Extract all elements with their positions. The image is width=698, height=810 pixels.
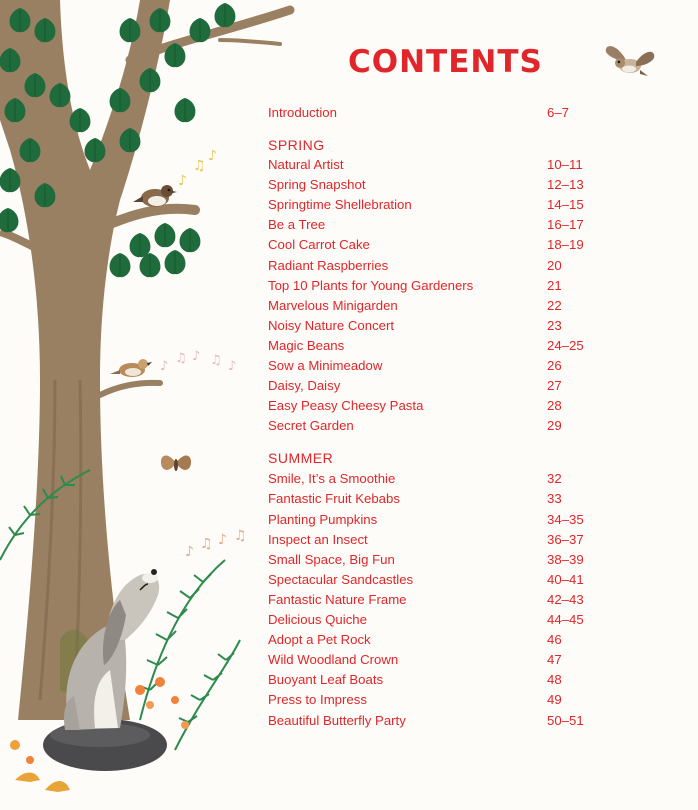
entry-pages: 24–25 — [547, 338, 584, 353]
entry-pages: 22 — [547, 298, 562, 313]
toc-entry[interactable] — [268, 552, 598, 572]
page-title: CONTENTS — [348, 44, 543, 80]
entry-pages: 23 — [547, 318, 562, 333]
entry-title: Fantastic Nature Frame — [268, 592, 407, 607]
entry-pages: 40–41 — [547, 572, 584, 587]
entry-title: Natural Artist — [268, 157, 344, 172]
toc-entry[interactable] — [268, 258, 598, 278]
entry-pages: 12–13 — [547, 177, 584, 192]
toc-entry[interactable] — [268, 572, 598, 592]
toc-entry[interactable] — [268, 197, 598, 217]
toc-entry[interactable] — [268, 672, 598, 692]
moth — [161, 455, 191, 471]
entry-pages: 47 — [547, 652, 562, 667]
entry-pages: 48 — [547, 672, 562, 687]
entry-pages: 16–17 — [547, 217, 584, 232]
section-heading-spring: SPRING — [268, 137, 325, 153]
entry-pages: 28 — [547, 398, 562, 413]
entry-pages: 49 — [547, 692, 562, 707]
toc-entry[interactable] — [268, 632, 598, 652]
entry-pages: 21 — [547, 278, 562, 293]
entry-pages: 38–39 — [547, 552, 584, 567]
entry-pages: 29 — [547, 418, 562, 433]
music-notes — [178, 148, 217, 189]
toc-entry-introduction[interactable] — [268, 105, 598, 125]
entry-title: Planting Pumpkins — [268, 512, 378, 527]
toc-entry[interactable] — [268, 338, 598, 358]
toc-entry[interactable] — [268, 278, 598, 298]
entry-title: Fantastic Fruit Kebabs — [268, 491, 400, 506]
svg-text:♫: ♫ — [234, 528, 247, 544]
entry-title: Adopt a Pet Rock — [268, 632, 371, 647]
music-notes-3 — [185, 528, 247, 560]
svg-text:♪: ♪ — [160, 359, 169, 374]
toc-entry[interactable] — [268, 471, 598, 491]
entry-pages: 26 — [547, 358, 562, 373]
toc-entry[interactable] — [268, 177, 598, 197]
svg-text:♪: ♪ — [178, 173, 187, 189]
toc-entry[interactable] — [268, 418, 598, 438]
entry-title: Easy Peasy Cheesy Pasta — [268, 398, 424, 413]
toc-entry[interactable] — [268, 612, 598, 632]
toc-entry[interactable] — [268, 217, 598, 237]
entry-title: Delicious Quiche — [268, 612, 367, 627]
entry-pages: 32 — [547, 471, 562, 486]
singing-bird — [110, 359, 152, 377]
entry-pages: 42–43 — [547, 592, 584, 607]
toc-entry[interactable] — [268, 318, 598, 338]
svg-text:♪: ♪ — [208, 148, 217, 164]
toc-entry[interactable] — [268, 358, 598, 378]
toc-entry[interactable] — [268, 157, 598, 177]
toc-entry[interactable] — [268, 237, 598, 257]
entry-title: Spectacular Sandcastles — [268, 572, 414, 587]
entry-title: Secret Garden — [268, 418, 354, 433]
toc-entry[interactable] — [268, 692, 598, 712]
entry-title: Be a Tree — [268, 217, 326, 232]
entry-pages: 6–7 — [547, 105, 570, 120]
entry-title: Wild Woodland Crown — [268, 652, 399, 667]
svg-text:♫: ♫ — [200, 536, 213, 552]
toc-entry[interactable] — [268, 652, 598, 672]
svg-text:♪: ♪ — [218, 532, 227, 548]
entry-title: Spring Snapshot — [268, 177, 366, 192]
toc-entry[interactable] — [268, 298, 598, 318]
flying-bird — [606, 46, 654, 76]
entry-title: Small Space, Big Fun — [268, 552, 395, 567]
toc-entry[interactable] — [268, 532, 598, 552]
entry-title: Top 10 Plants for Young Gardeners — [268, 278, 474, 293]
entry-pages: 36–37 — [547, 532, 584, 547]
entry-title: Cool Carrot Cake — [268, 237, 370, 252]
entry-pages: 18–19 — [547, 237, 584, 252]
entry-title: Marvelous Minigarden — [268, 298, 398, 313]
svg-text:♪: ♪ — [185, 544, 194, 560]
entry-pages: 14–15 — [547, 197, 584, 212]
entry-title: Smile, It’s a Smoothie — [268, 471, 396, 486]
entry-title: Press to Impress — [268, 692, 367, 707]
section-heading-summer: SUMMER — [268, 450, 334, 466]
entry-pages: 33 — [547, 491, 562, 506]
toc-entry[interactable] — [268, 713, 598, 733]
toc-entry[interactable] — [268, 491, 598, 511]
entry-title: Radiant Raspberries — [268, 258, 389, 273]
svg-text:♪: ♪ — [192, 349, 201, 364]
entry-pages: 20 — [547, 258, 562, 273]
svg-text:♫: ♫ — [210, 353, 222, 368]
svg-text:♫: ♫ — [193, 158, 206, 174]
entry-pages: 10–11 — [547, 157, 583, 172]
entry-pages: 50–51 — [547, 713, 584, 728]
toc-entry[interactable] — [268, 592, 598, 612]
entry-title: Daisy, Daisy — [268, 378, 341, 393]
svg-text:♪: ♪ — [228, 359, 237, 374]
svg-text:♫: ♫ — [175, 351, 187, 366]
sparrow — [133, 185, 177, 207]
entry-title: Springtime Shellebration — [268, 197, 412, 212]
toc-entry[interactable] — [268, 512, 598, 532]
entry-title: Buoyant Leaf Boats — [268, 672, 384, 687]
toc-entry[interactable] — [268, 398, 598, 418]
entry-title: Beautiful Butterfly Party — [268, 713, 406, 728]
entry-pages: 46 — [547, 632, 562, 647]
entry-title: Magic Beans — [268, 338, 345, 353]
entry-title: Noisy Nature Concert — [268, 318, 395, 333]
entry-title: Inspect an Insect — [268, 532, 368, 547]
entry-title: Introduction — [268, 105, 337, 120]
entry-title: Sow a Minimeadow — [268, 358, 383, 373]
entry-pages: 27 — [547, 378, 562, 393]
entry-pages: 34–35 — [547, 512, 584, 527]
toc-entry[interactable] — [268, 378, 598, 398]
music-notes-2 — [160, 349, 236, 374]
entry-pages: 44–45 — [547, 612, 584, 627]
